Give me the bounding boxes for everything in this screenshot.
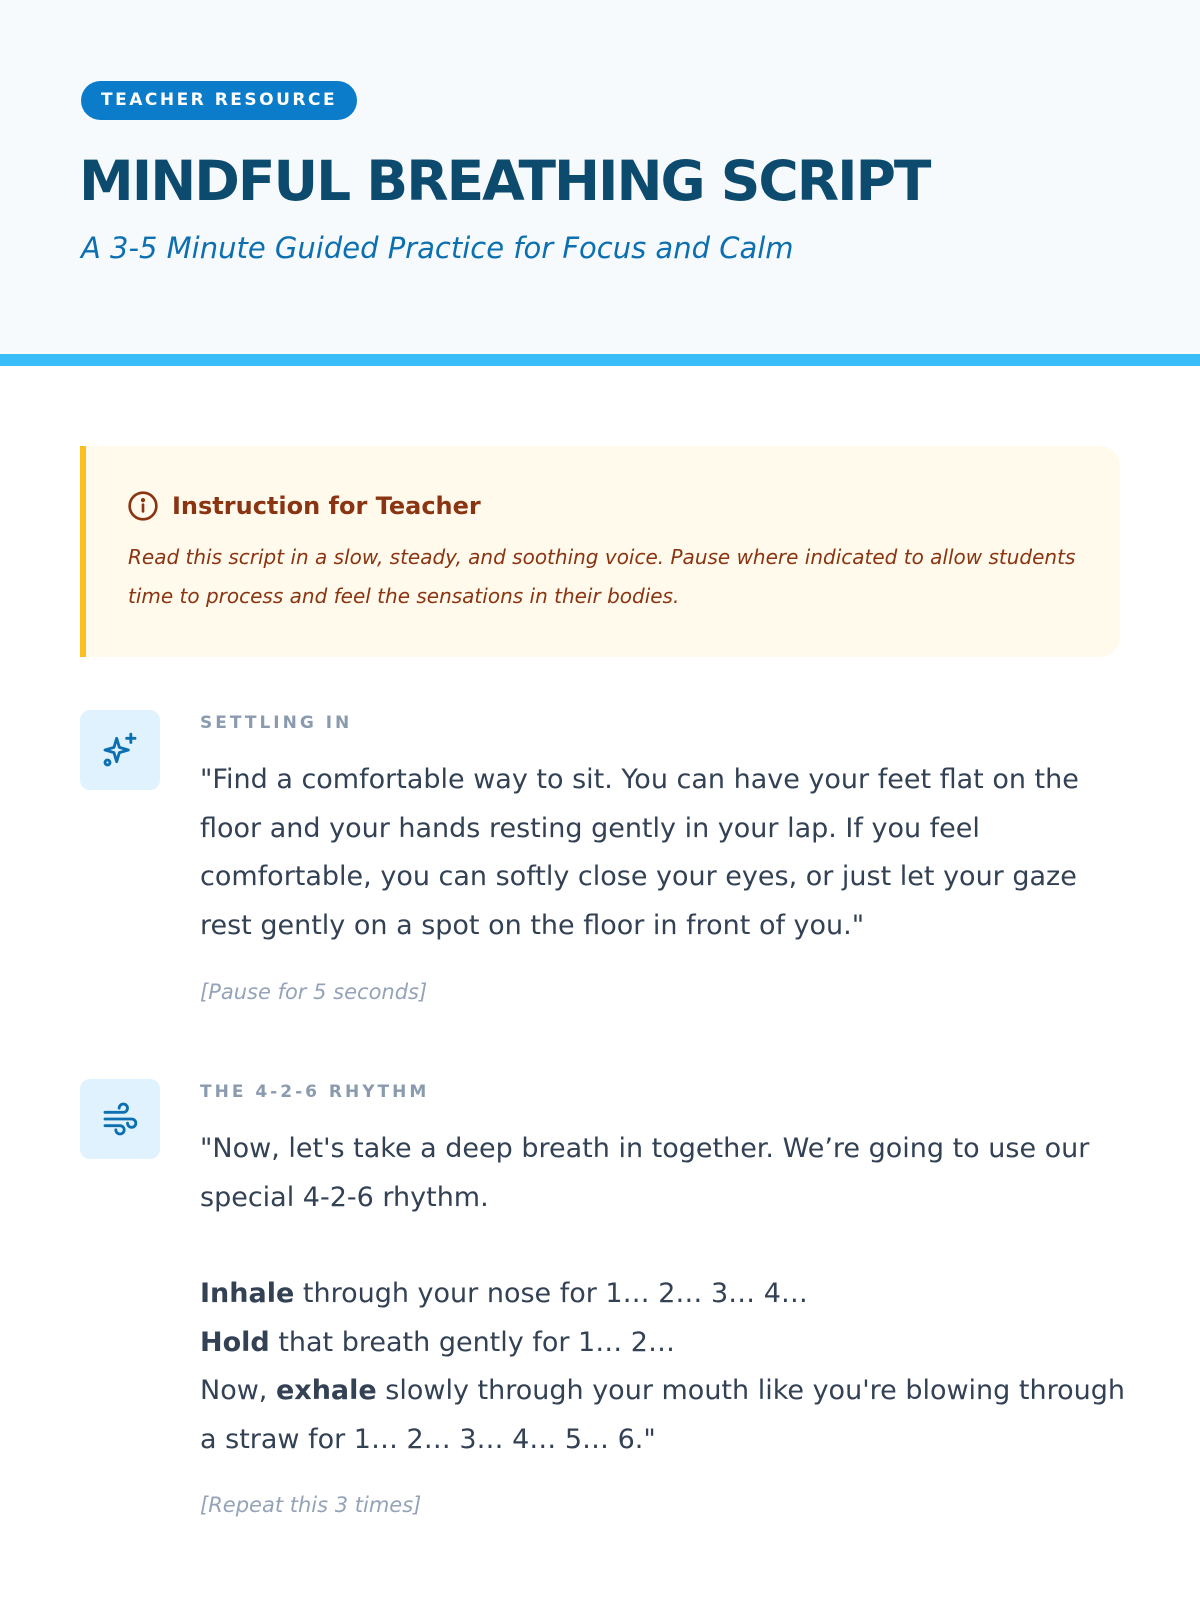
exhale-word: exhale [275, 1375, 377, 1406]
callout-header [127, 490, 481, 522]
step-icon-box [80, 1079, 160, 1159]
wind-icon [100, 1099, 140, 1139]
callout-body: Read this script in a slow, steady, and soothing voice. Pause where indicated to allow students time to process and feel the sensations in their bodies. [128, 545, 1076, 608]
teacher-instruction-callout [80, 446, 1120, 657]
page-title: MINDFUL BREATHING SCRIPT [79, 149, 930, 213]
step-text-settling-in: "Find a comfortable way to sit. You can have your feet flat on the floor and your hands resting gently in your lap. If you feel comfortable, you can softly close your eyes, or just let your gaze rest gently on a spot on the floor in front of you." [200, 764, 1079, 941]
step-label-settling-in: SETTLING IN [200, 713, 353, 733]
step-label-rhythm: THE 4-2-6 RHYTHM [200, 1082, 430, 1102]
page-subtitle: A 3-5 Minute Guided Practice for Focus and Calm [81, 231, 794, 265]
info-icon [127, 490, 159, 522]
sparkles-icon [100, 730, 140, 770]
step-cue-pause: [Pause for 5 seconds] [200, 980, 428, 1004]
step-icon-box [80, 710, 160, 790]
rhythm-hold-line: Hold that breath gently for 1… 2… [200, 1326, 675, 1358]
hold-word: Hold [200, 1326, 270, 1358]
callout-title: Instruction for Teacher [172, 492, 481, 520]
step-cue-repeat: [Repeat this 3 times] [200, 1493, 422, 1517]
rhythm-exhale-line: Now, exhale slowly through your mouth like you're blowing through a straw for 1… 2… 3… 4… 5… 6." [200, 1375, 1125, 1455]
inhale-word: Inhale [200, 1278, 295, 1309]
rhythm-inhale-line: Inhale through your nose for 1… 2… 3… 4… [200, 1278, 808, 1309]
rhythm-intro: "Now, let's take a deep breath in together. We’re going to use our special 4-2-6 rhythm. [200, 1133, 1090, 1213]
resource-badge: TEACHER RESOURCE [81, 81, 357, 120]
step-text-rhythm [200, 1125, 1130, 1464]
page-header [0, 0, 1200, 366]
